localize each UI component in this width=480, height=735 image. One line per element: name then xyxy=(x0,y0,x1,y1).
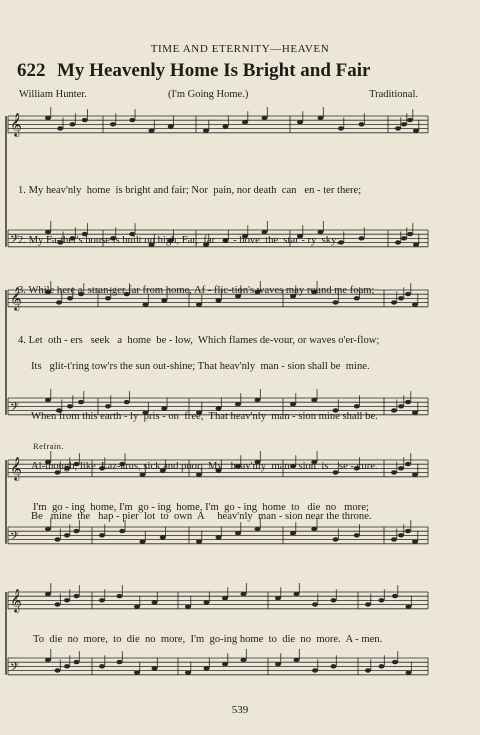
arrangement-credit: Traditional. xyxy=(369,89,418,100)
note-head xyxy=(359,122,365,126)
note-head xyxy=(110,122,116,126)
verse-2-line-a: 2. My Fa-ther's house is built on high, Far, far a - bove the star - ry sky; xyxy=(18,234,340,246)
verse-4-line-a: 4. Let oth - ers seek a home be - low, Which flames de-vour, or waves o'er-flow; xyxy=(18,334,380,346)
note-head xyxy=(152,600,158,604)
note-head xyxy=(241,658,247,662)
note-head xyxy=(134,670,140,674)
treble-clef-icon: 𝄞 xyxy=(10,588,22,612)
note-head xyxy=(391,470,397,474)
note-head xyxy=(391,300,397,304)
note-head xyxy=(129,118,135,122)
note-head xyxy=(401,122,407,126)
note-head xyxy=(223,124,229,128)
bass-clef-icon: 𝄢 xyxy=(10,661,20,677)
note-head xyxy=(99,598,105,602)
note-head xyxy=(203,128,209,132)
note-head xyxy=(331,664,337,668)
verse-3-line-a: 3. While here a stran-ger far from home, Af - flic-tion's waves may round me foam; xyxy=(18,284,375,296)
note-head xyxy=(275,662,281,666)
hymn-number: 622 xyxy=(17,60,46,81)
note-head xyxy=(318,116,324,120)
note-head xyxy=(64,598,70,602)
note-head xyxy=(405,462,411,466)
note-head xyxy=(365,602,371,606)
note-head xyxy=(398,296,404,300)
note-head xyxy=(275,596,281,600)
note-head xyxy=(168,124,174,128)
bass-clef-icon: 𝄢 xyxy=(10,233,20,249)
note-head xyxy=(391,537,397,541)
note-head xyxy=(331,598,337,602)
note-head xyxy=(74,660,80,664)
note-head xyxy=(405,400,411,404)
note-head xyxy=(74,594,80,598)
note-head xyxy=(64,664,70,668)
note-head xyxy=(398,466,404,470)
note-head xyxy=(82,118,88,122)
note-head xyxy=(297,120,303,124)
note-head xyxy=(398,533,404,537)
note-head xyxy=(412,410,418,414)
verse-1-line-a: 1. My heav'nly home is bright and fair; Nor pain, nor death can en - ter there; xyxy=(18,185,362,197)
refrain-label: Refrain. xyxy=(33,441,64,451)
note-head xyxy=(204,666,210,670)
note-head xyxy=(222,662,228,666)
note-head xyxy=(312,668,318,672)
note-head xyxy=(405,292,411,296)
note-head xyxy=(413,242,419,246)
note-head xyxy=(391,408,397,412)
note-head xyxy=(412,472,418,476)
note-head xyxy=(379,664,385,668)
note-head xyxy=(405,529,411,533)
note-head xyxy=(398,404,404,408)
treble-clef-icon: 𝄞 xyxy=(10,112,22,136)
note-head xyxy=(117,594,123,598)
note-head xyxy=(45,592,51,596)
verse-1-line-b: Its glit-t'ring tow'rs the sun out-shine; That heav'nly man - sion shall be mine. xyxy=(31,361,370,373)
note-head xyxy=(395,126,401,130)
note-head xyxy=(134,604,140,608)
refrain-lyrics-line2: To die no more, to die no more, I'm go-ing home to die no more. A - men. xyxy=(33,634,383,645)
note-head xyxy=(185,670,191,674)
note-head xyxy=(185,604,191,608)
page-number: 539 xyxy=(231,704,249,716)
note-head xyxy=(241,592,247,596)
note-head xyxy=(401,236,407,240)
note-head xyxy=(395,240,401,244)
note-head xyxy=(242,120,248,124)
note-head xyxy=(413,128,419,132)
note-head xyxy=(407,232,413,236)
note-head xyxy=(262,116,268,120)
note-head xyxy=(294,658,300,662)
note-head xyxy=(294,592,300,596)
verse-3-line-b: Al-though, like Laz-arus, sick and poor, My heav'nly man - sion is se - cure. xyxy=(31,460,378,472)
note-head xyxy=(392,660,398,664)
verse-4-line-b: Be mine the hap - pier lot to own A heav'nly man - sion near the throne. xyxy=(31,510,372,522)
refrain-lyrics-line1: I'm go - ing home, I'm go - ing home, I'm go - ing home to die no more; xyxy=(33,502,369,513)
bass-clef-icon: 𝄢 xyxy=(10,530,20,546)
note-head xyxy=(412,302,418,306)
note-head xyxy=(55,668,61,672)
treble-clef-icon: 𝄞 xyxy=(10,456,22,480)
note-head xyxy=(45,658,51,662)
note-head xyxy=(412,539,418,543)
note-head xyxy=(117,660,123,664)
note-head xyxy=(45,116,51,120)
author-credit: William Hunter. xyxy=(19,89,87,100)
note-head xyxy=(99,664,105,668)
note-head xyxy=(379,598,385,602)
treble-clef-icon: 𝄞 xyxy=(10,286,22,310)
note-head xyxy=(152,666,158,670)
bass-clef-icon: 𝄢 xyxy=(10,401,20,417)
note-head xyxy=(222,596,228,600)
tune-name: (I'm Going Home.) xyxy=(168,89,249,100)
note-head xyxy=(407,118,413,122)
note-head xyxy=(149,128,155,132)
note-head xyxy=(57,126,63,130)
note-head xyxy=(406,670,412,674)
section-heading: TIME AND ETERNITY—HEAVEN xyxy=(150,43,330,55)
note-head xyxy=(70,122,76,126)
note-head xyxy=(406,604,412,608)
note-head xyxy=(338,126,344,130)
note-head xyxy=(392,594,398,598)
note-head xyxy=(204,600,210,604)
hymn-title: My Heavenly Home Is Bright and Fair xyxy=(57,60,371,81)
note-head xyxy=(55,602,61,606)
note-head xyxy=(312,602,318,606)
note-head xyxy=(365,668,371,672)
verse-2-line-b: When from this earth - ly pris - on free, That heav'nly man - sion mine shall be. xyxy=(31,410,378,422)
